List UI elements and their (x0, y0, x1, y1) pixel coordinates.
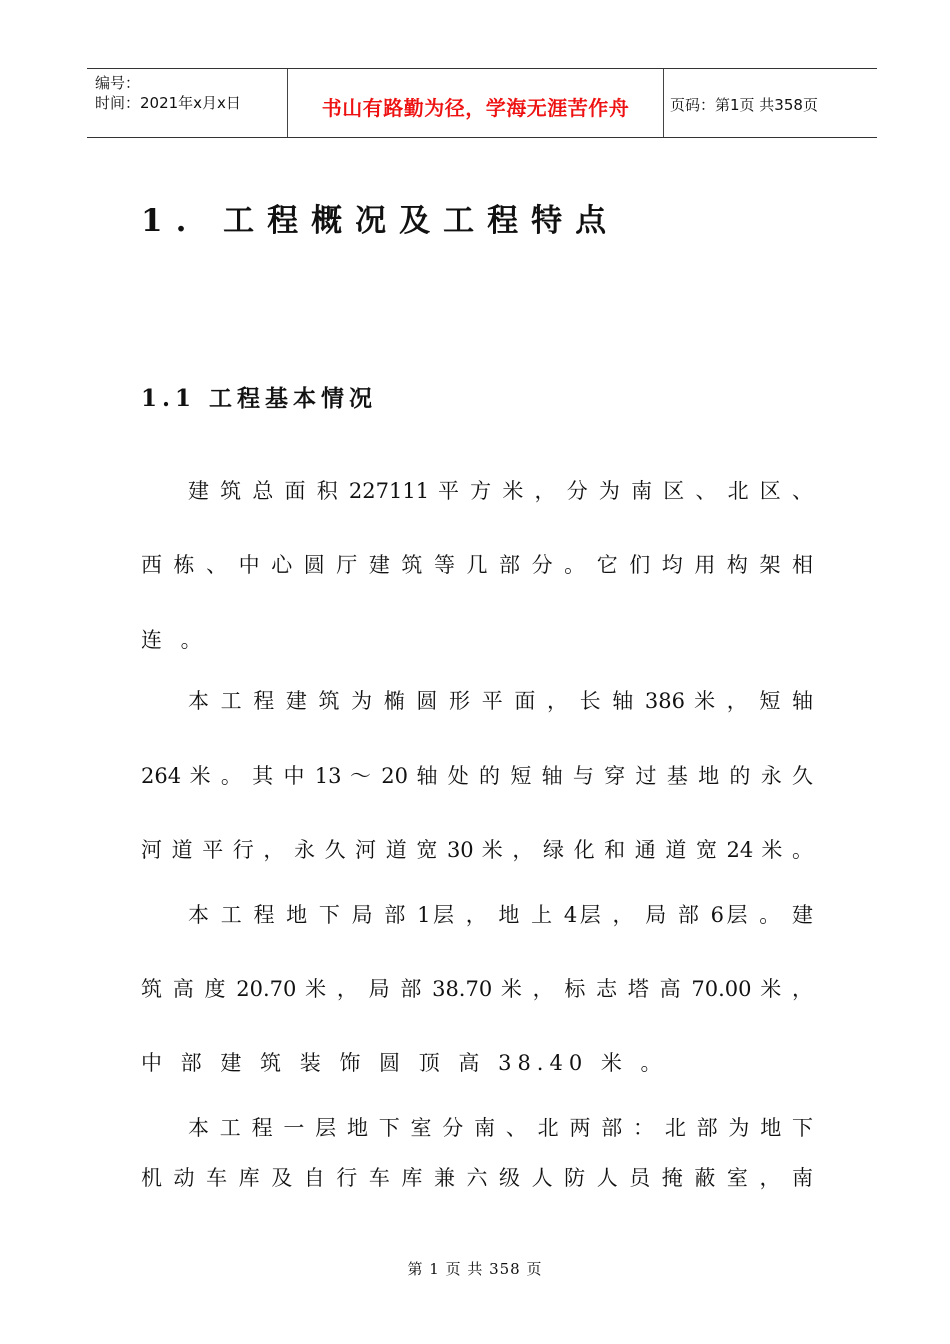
paragraph-line: 机 动 车 库 及 自 行 车 库 兼 六 级 人 防 人 员 掩 蔽 室 ， 南 (141, 1166, 813, 1190)
paragraph-line: 本 工 程 建 筑 为 椭 圆 形 平 面 ， 长 轴 386 米 ， 短 轴 (188, 689, 813, 713)
document-header (87, 68, 877, 138)
page-footer: 第 1 页 共 358 页 (407, 1260, 543, 1278)
paragraph-line: 264 米 。 其 中 13 ～ 20 轴 处 的 短 轴 与 穿 过 基 地 的 永 久 (141, 764, 813, 788)
paragraph-line: 连 。 (141, 628, 208, 652)
serial-number-label: 编号： (95, 74, 141, 92)
paragraph-line: 建 筑 总 面 积 227111 平 方 米 ， 分 为 南 区 、 北 区 、 (188, 479, 813, 503)
paragraph-line: 本 工 程 一 层 地 下 室 分 南 、 北 两 部 ： 北 部 为 地 下 (188, 1116, 813, 1140)
page-info: 页码：第1页 共358页 (670, 96, 818, 114)
paragraph-line: 筑 高 度 20.70 米 ， 局 部 38.70 米 ， 标 志 塔 高 70.00 米 ， (141, 977, 813, 1001)
motto-text: 书山有路勤为径，学海无涯苦作舟 (321, 96, 630, 120)
paragraph-line: 中 部 建 筑 装 饰 圆 顶 高 38.40 米 。 (141, 1051, 668, 1075)
paragraph-line: 西 栋 、 中 心 圆 厅 建 筑 等 几 部 分 。 它 们 均 用 构 架 相 (141, 553, 813, 577)
header-page-cell (662, 69, 877, 137)
chapter-title: 1. 工程概况及工程特点 (141, 203, 620, 239)
paragraph-line: 本 工 程 地 下 局 部 1层 ， 地 上 4层 ， 局 部 6层 。 建 (188, 903, 813, 927)
section-title: 1.1 工程基本情况 (141, 385, 378, 412)
date-label: 时间：2021年x月x日 (95, 94, 241, 112)
header-motto-cell (287, 69, 664, 137)
paragraph-line: 河 道 平 行 ， 永 久 河 道 宽 30 米 ， 绿 化 和 通 道 宽 24 米 。 (141, 838, 813, 862)
header-meta-cell (87, 69, 287, 137)
